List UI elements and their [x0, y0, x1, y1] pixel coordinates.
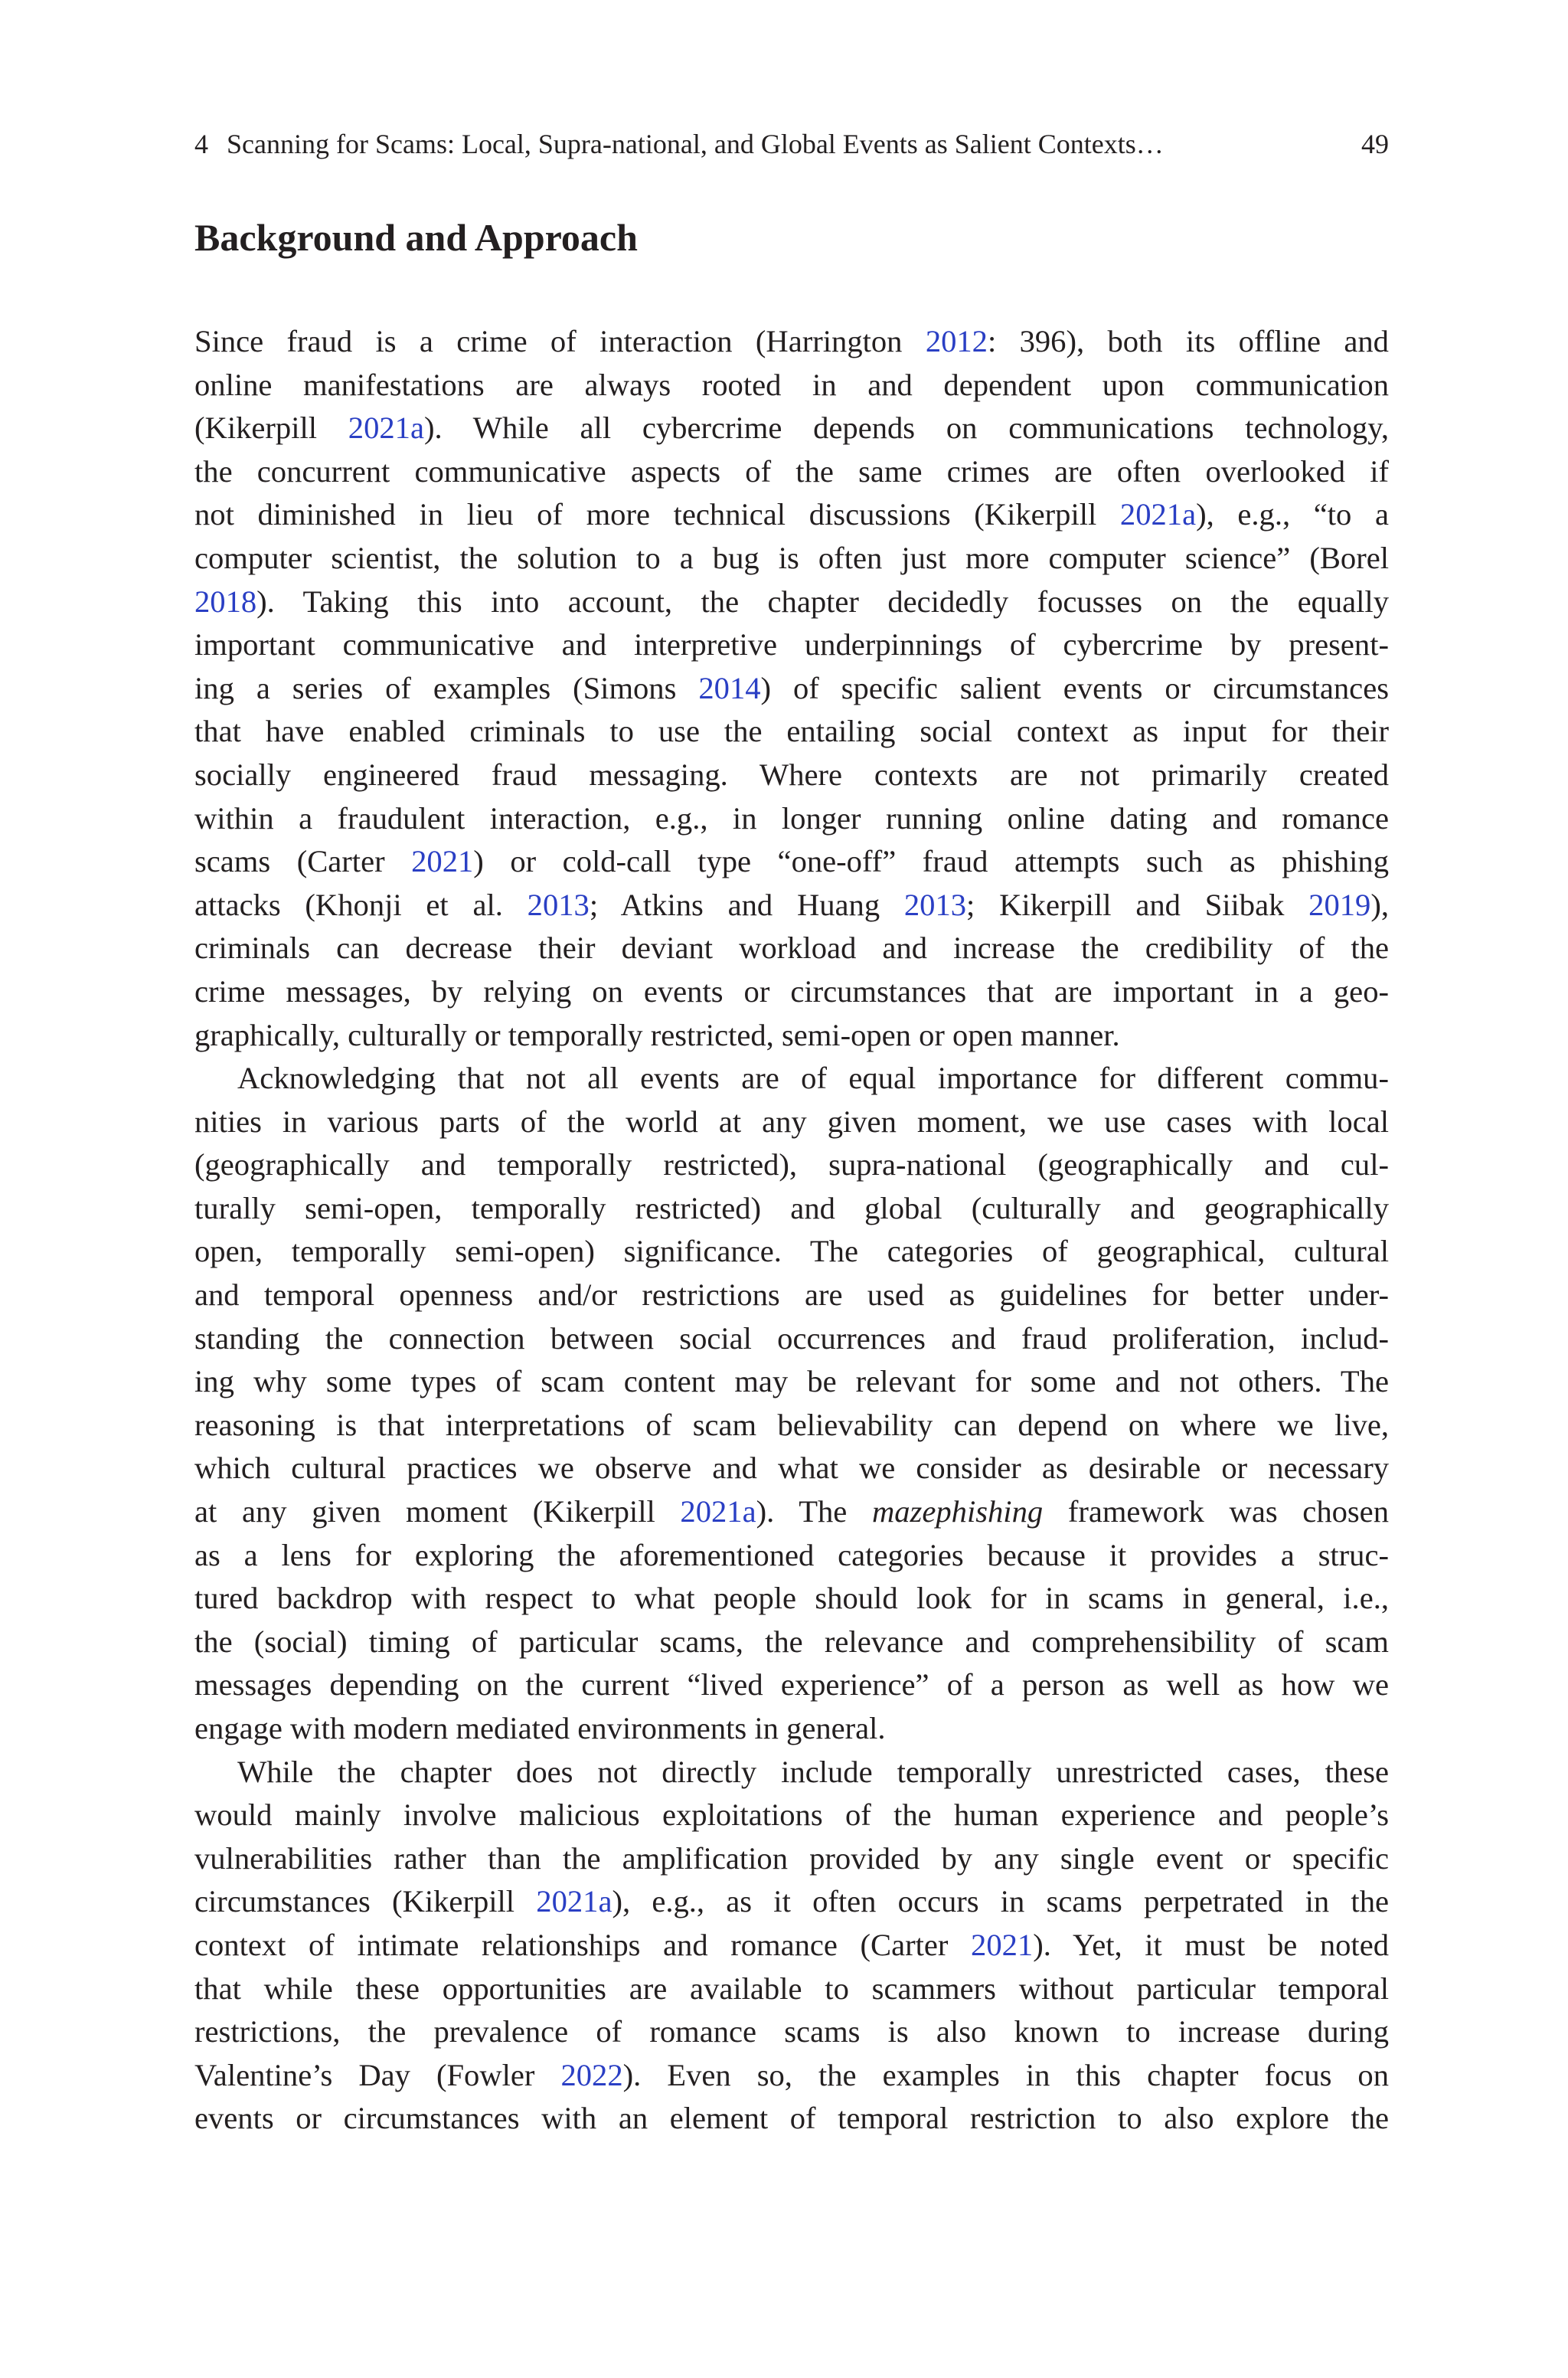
text-line	[194, 407, 1389, 450]
text-run: ). Yet, it must be noted	[1033, 1927, 1390, 1962]
text-run: within a fraudulent interaction, e.g., in longer running online dating and romance	[194, 800, 1389, 836]
text-line	[194, 1360, 1389, 1404]
text-run: Valentine’s Day (Fowler	[194, 2057, 561, 2092]
text-run: scams (Carter	[194, 844, 412, 879]
citation-link[interactable]: 2013	[527, 887, 590, 922]
text-line	[194, 1663, 1389, 1707]
text-line	[194, 1577, 1389, 1621]
citation-link[interactable]: 2021	[411, 844, 474, 879]
text-line	[194, 1447, 1389, 1490]
text-run: at any given moment (Kikerpill	[194, 1494, 681, 1529]
text-line	[194, 797, 1389, 841]
text-run: which cultural practices we observe and what we consider as desirable or necessary	[194, 1451, 1389, 1486]
text-run: and temporal openness and/or restrictions are used as guidelines for better under-	[194, 1277, 1389, 1313]
text-line	[194, 754, 1389, 797]
text-run: ). Even so, the examples in this chapter focus on	[622, 2057, 1389, 2092]
text-line	[194, 1967, 1389, 2011]
citation-link[interactable]: 2019	[1308, 887, 1371, 922]
text-run: restrictions, the prevalence of romance scams is also known to increase during	[194, 2014, 1389, 2049]
citation-link[interactable]: 2021a	[348, 411, 424, 446]
text-line	[194, 537, 1389, 581]
text-run: that have enabled criminals to use the entailing social context as input for their	[194, 714, 1389, 749]
text-run: ). Taking this into account, the chapter decidedly focusses on the equally	[256, 584, 1389, 619]
text-line	[194, 320, 1389, 364]
text-line	[194, 1317, 1389, 1361]
text-run: (geographically and temporally restricted), supra-national (geographically and cul-	[194, 1147, 1389, 1182]
text-run: vulnerabilities rather than the amplification provided by any single event or specific	[194, 1840, 1389, 1876]
text-run: important communicative and interpretive underpinnings of cybercrime by present-	[194, 627, 1389, 662]
page-number: 49	[1361, 129, 1389, 159]
text-run: engage with modern mediated environments in general.	[194, 1711, 886, 1745]
text-run: graphically, culturally or temporally restricted, semi-open or open manner.	[194, 1017, 1120, 1052]
text-run: Acknowledging that not all events are of equal importance for different commu-	[237, 1061, 1389, 1096]
text-run: ),	[1370, 887, 1389, 922]
running-head	[194, 127, 1389, 161]
text-line	[194, 927, 1389, 970]
text-run: (Kikerpill	[194, 411, 348, 446]
text-run: attacks (Khonji et al.	[194, 887, 528, 922]
paragraph	[194, 320, 1389, 1057]
text-run: as a lens for exploring the aforementioned categories because it provides a struc-	[194, 1537, 1389, 1572]
text-line	[194, 1187, 1389, 1231]
text-line	[194, 364, 1389, 407]
citation-link[interactable]: 2021a	[680, 1494, 756, 1529]
text-line	[194, 1274, 1389, 1317]
text-run: turally semi-open, temporally restricted) and global (culturally and geographically	[194, 1190, 1389, 1225]
chapter-title: Scanning for Scams: Local, Supra-national, and Global Events as Salient Contexts…	[227, 129, 1164, 159]
text-run: computer scientist, the solution to a bug is often just more computer science” (Borel	[194, 540, 1389, 575]
text-line	[194, 581, 1389, 624]
text-run: Since fraud is a crime of interaction (Harrington	[194, 324, 926, 358]
text-run: that while these opportunities are available to scammers without particular temporal	[194, 1971, 1389, 2006]
text-run: ) or cold-call type “one-off” fraud attempts such as phishing	[473, 844, 1389, 879]
text-line	[194, 1621, 1389, 1664]
paragraph	[194, 1057, 1389, 1751]
paragraph	[194, 1751, 1389, 2141]
text-run: would mainly involve malicious exploitations of the human experience and people’s	[194, 1797, 1389, 1833]
text-line	[194, 840, 1389, 884]
text-line	[194, 1794, 1389, 1837]
citation-link[interactable]: 2021a	[536, 1884, 612, 1919]
text-run: events or circumstances with an element of temporal restriction to also explore the	[194, 2101, 1389, 2136]
text-line	[194, 970, 1389, 1014]
text-run: ), e.g., as it often occurs in scams perpetrated in the	[612, 1884, 1389, 1919]
citation-link[interactable]: 2014	[698, 670, 761, 705]
text-line	[194, 1143, 1389, 1187]
text-run: circumstances (Kikerpill	[194, 1884, 537, 1919]
text-line	[194, 710, 1389, 754]
text-line	[194, 1751, 1389, 1794]
text-run: ) of specific salient events or circumstances	[760, 670, 1389, 705]
text-run: the (social) timing of particular scams, the relevance and comprehensibility of scam	[194, 1624, 1389, 1659]
section-title: Background and Approach	[194, 216, 638, 259]
text-run: the concurrent communicative aspects of the same crimes are often overlooked if	[194, 453, 1389, 489]
text-run: ing why some types of scam content may be relevant for some and not others. The	[194, 1364, 1389, 1399]
text-run: nities in various parts of the world at any given moment, we use cases with local	[194, 1104, 1389, 1139]
text-run: criminals can decrease their deviant workload and increase the credibility of the	[194, 931, 1389, 966]
text-run: While the chapter does not directly include temporally unrestricted cases, these	[237, 1754, 1389, 1789]
text-run: open, temporally semi-open) significance. The categories of geographical, cultural	[194, 1234, 1389, 1269]
citation-link[interactable]: 2013	[903, 887, 967, 922]
text-run: framework was chosen	[1043, 1494, 1389, 1529]
chapter-number: 4	[194, 129, 208, 159]
text-run: : 396), both its offline and	[987, 324, 1389, 358]
emphasis-text: mazephishing	[871, 1494, 1044, 1529]
text-line	[194, 1707, 1389, 1751]
text-line	[194, 2097, 1389, 2141]
text-run: ), e.g., “to a	[1196, 497, 1389, 532]
text-line	[194, 1101, 1389, 1144]
text-run: crime messages, by relying on events or circumstances that are important in a geo-	[194, 973, 1389, 1009]
running-head-chapter	[194, 127, 1164, 161]
text-run: messages depending on the current “lived experience” of a person as well as how we	[194, 1667, 1389, 1703]
citation-link[interactable]: 2012	[925, 324, 988, 358]
text-run: context of intimate relationships and romance (Carter	[194, 1927, 972, 1962]
text-line	[194, 1924, 1389, 1967]
text-run: ing a series of examples (Simons	[194, 670, 699, 705]
text-line	[194, 450, 1389, 494]
body-text	[194, 320, 1389, 2141]
text-run: ; Atkins and Huang	[589, 887, 904, 922]
citation-link[interactable]: 2018	[194, 584, 257, 619]
text-run: reasoning is that interpretations of scam believability can depend on where we live,	[194, 1407, 1389, 1442]
text-line	[194, 1057, 1389, 1101]
text-line	[194, 2054, 1389, 2098]
text-line	[194, 1230, 1389, 1274]
text-run: ; Kikerpill and Siibak	[966, 887, 1309, 922]
text-run: online manifestations are always rooted in and dependent upon communication	[194, 367, 1389, 402]
text-line	[194, 623, 1389, 667]
citation-link[interactable]: 2022	[560, 2057, 623, 2092]
text-line	[194, 1490, 1389, 1534]
text-line	[194, 493, 1389, 537]
text-line	[194, 1534, 1389, 1578]
text-line	[194, 667, 1389, 711]
text-line	[194, 1880, 1389, 1924]
text-line	[194, 884, 1389, 927]
text-line	[194, 1404, 1389, 1447]
citation-link[interactable]: 2021	[971, 1927, 1034, 1962]
text-run: socially engineered fraud messaging. Where contexts are not primarily created	[194, 757, 1389, 792]
text-line	[194, 1837, 1389, 1881]
text-line	[194, 1014, 1389, 1058]
text-run: not diminished in lieu of more technical discussions (Kikerpill	[194, 497, 1120, 532]
text-run: tured backdrop with respect to what people should look for in scams in general, i.e.,	[194, 1581, 1389, 1616]
text-run: ). The	[756, 1494, 872, 1529]
text-line	[194, 2010, 1389, 2054]
citation-link[interactable]: 2021a	[1119, 497, 1197, 532]
text-run: standing the connection between social occurrences and fraud proliferation, includ-	[194, 1320, 1389, 1356]
text-run: ). While all cybercrime depends on communications technology,	[423, 411, 1389, 446]
